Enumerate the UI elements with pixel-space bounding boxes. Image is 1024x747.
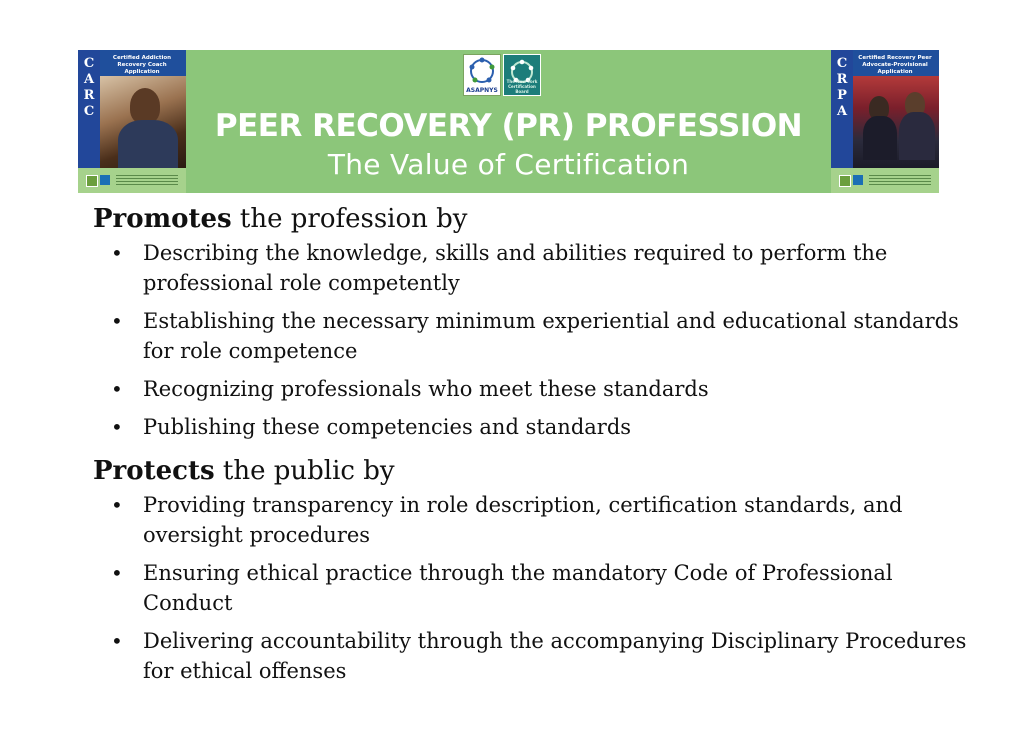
crpa-brochure-image: [831, 50, 939, 193]
heading-keyword: Promotes: [93, 204, 232, 234]
spine-letter: C: [83, 56, 95, 71]
slide-content: [93, 202, 973, 686]
bullet-list: [93, 490, 973, 686]
list-item: [93, 306, 973, 366]
header-banner: [78, 50, 939, 193]
bullet-icon: •: [111, 241, 123, 265]
bullet-icon: •: [111, 561, 123, 585]
spine-letter: C: [83, 104, 95, 119]
asapnys-logo: [463, 54, 501, 96]
bullet-text: Publishing these competencies and standards: [143, 415, 632, 439]
spine-letter: R: [836, 72, 848, 87]
heading-text: the profession by: [231, 204, 468, 234]
spine-letter: P: [837, 88, 847, 103]
brochure-photo: [853, 76, 939, 168]
spine-letter: C: [836, 56, 848, 71]
spine-letter: A: [836, 104, 848, 119]
logo-label: ASAPNYS: [466, 87, 498, 94]
promotes-section: [93, 202, 973, 442]
bullet-text: Recognizing professionals who meet these standards: [143, 377, 709, 401]
spine-letter: R: [83, 88, 95, 103]
people-circle-icon: [464, 55, 500, 87]
logo-group: [463, 54, 541, 96]
fine-print: [116, 175, 178, 186]
heading-keyword: Protects: [93, 456, 215, 486]
bullet-icon: •: [111, 493, 123, 517]
list-item: [93, 490, 973, 550]
bullet-icon: •: [111, 377, 123, 401]
fine-print: [869, 175, 931, 186]
bullet-icon: •: [111, 309, 123, 333]
certification-board-logo: [503, 54, 541, 96]
list-item: [93, 238, 973, 298]
bullet-icon: •: [111, 415, 123, 439]
mini-logo-icon: [839, 175, 851, 187]
bullet-text: Providing transparency in role description, certification standards, and oversight procedures: [143, 493, 903, 547]
mini-logo-icon: [86, 175, 98, 187]
section-heading: [93, 454, 973, 488]
bullet-text: Ensuring ethical practice through the mandatory Code of Professional Conduct: [143, 561, 893, 615]
bullet-text: Describing the knowledge, skills and abilities required to perform the professional role competently: [143, 241, 888, 295]
banner-subtitle: The Value of Certification: [327, 148, 690, 181]
brochure-photo: [100, 76, 186, 168]
bullet-text: Delivering accountability through the accompanying Disciplinary Procedures for ethical offenses: [143, 629, 967, 683]
mini-logo-icon: [853, 175, 863, 185]
bullet-list: [93, 238, 973, 442]
brochure-footer: [78, 168, 186, 193]
spine-letter: A: [83, 72, 95, 87]
list-item: [93, 626, 973, 686]
brochure-footer: [831, 168, 939, 193]
bullet-text: Establishing the necessary minimum experiential and educational standards for role competence: [143, 309, 959, 363]
list-item: [93, 558, 973, 618]
carc-brochure-image: [78, 50, 186, 193]
banner-title: PEER RECOVERY (PR) PROFESSION: [214, 108, 803, 144]
logo-label: The New York Certification Board: [506, 79, 538, 94]
bullet-icon: •: [111, 629, 123, 653]
list-item: [93, 374, 973, 404]
brochure-title: Certified Recovery Peer Advocate-Provisional Application: [858, 55, 932, 75]
protects-section: [93, 454, 973, 686]
mini-logo-icon: [100, 175, 110, 185]
list-item: [93, 412, 973, 442]
brochure-title: Certified Addiction Recovery Coach Application: [112, 55, 172, 75]
section-heading: [93, 202, 973, 236]
heading-text: the public by: [214, 456, 395, 486]
